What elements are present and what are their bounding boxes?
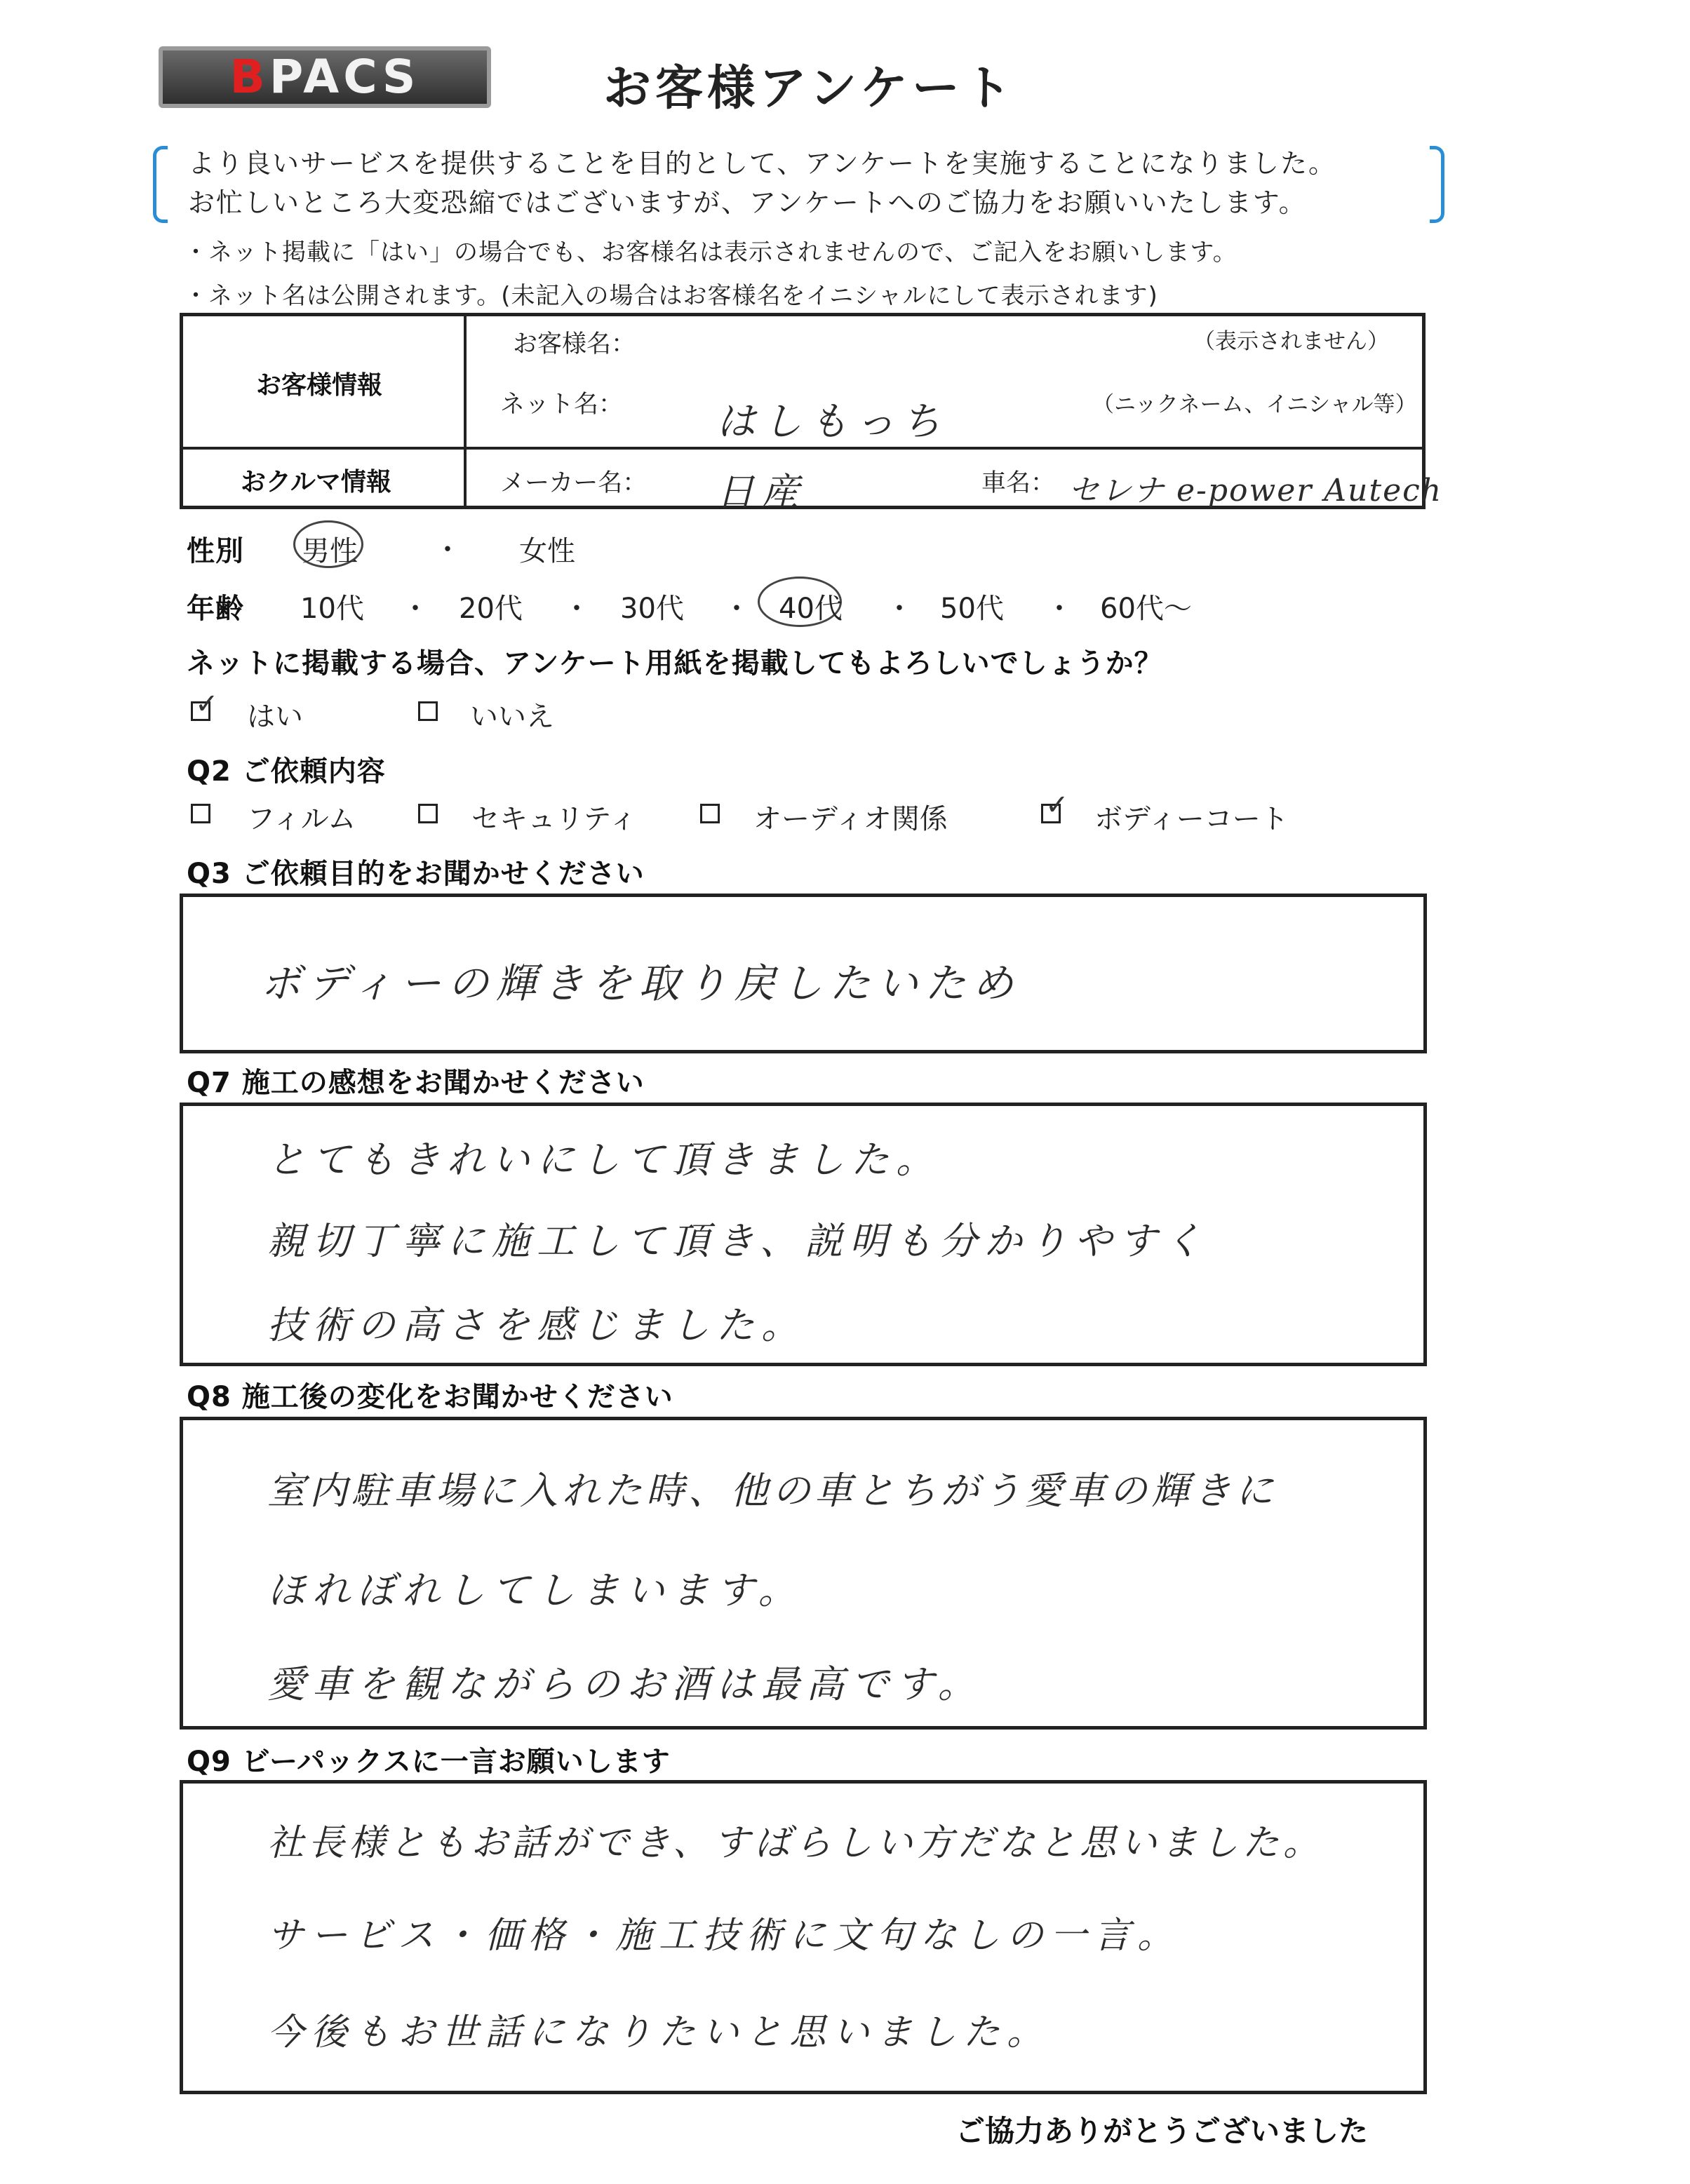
q7-answer-line-2: 親切丁寧に施工して頂き、説明も分かりやすく	[267, 1219, 1209, 1263]
maker-label: メーカー名：	[500, 469, 648, 497]
intro-line-1: より良いサービスを提供することを目的として、アンケートを実施することになりました。	[188, 148, 1336, 179]
bpacs-logo	[159, 46, 491, 108]
q2-bodycoat-label: ボディーコート	[1094, 803, 1289, 835]
q2-security-label: セキュリティ	[471, 803, 637, 835]
netname-label: ネット名：	[500, 391, 624, 419]
q2-film-label: フィルム	[247, 803, 356, 835]
intro-line-2: お忙しいところ大変恐縮ではございますが、アンケートへのご協力をお願いいたします。	[188, 187, 1307, 218]
q8-answer-line-1: 室内駐車場に入れた時、他の車とちがう愛車の輝きに	[267, 1469, 1277, 1513]
age-option-10s[interactable]: 10代	[300, 593, 364, 625]
q9-answer-box	[180, 1780, 1427, 2094]
q2-security-checkbox[interactable]	[418, 804, 438, 823]
intro-bracket-right	[1430, 146, 1444, 223]
separator: ・	[885, 593, 913, 625]
customer-name-label: お客様名：	[513, 330, 636, 358]
page-title: お客様アンケート	[603, 61, 1016, 116]
customer-info-table	[180, 313, 1443, 514]
intro-note-1: ・ネット掲載に「はい」の場合でも、お客様名は表示されませんので、ご記入をお願いします。	[184, 238, 1238, 267]
q3-question: Q3 ご依頼目的をお聞かせください	[187, 858, 645, 890]
q2-film-checkbox[interactable]	[191, 804, 210, 823]
car-info-label: おクルマ情報	[241, 468, 391, 497]
table-divider-vertical	[464, 316, 467, 506]
check-mark-icon: ✓	[195, 688, 219, 720]
q7-answer-line-3: 技術の高さを感じました。	[267, 1303, 806, 1347]
q8-answer-box	[180, 1417, 1427, 1730]
gender-option-female[interactable]: 女性	[519, 535, 575, 567]
q2-question: Q2 ご依頼内容	[187, 755, 386, 788]
customer-info-label: お客様情報	[256, 371, 383, 400]
age-label: 年齢	[187, 593, 244, 625]
q9-answer-line-2: サービス・価格・施工技術に文句なしの一言。	[267, 1915, 1181, 1957]
q7-answer-line-1: とてもきれいにして頂きました。	[267, 1138, 941, 1182]
netname-value: はしもっち	[716, 399, 948, 445]
netname-note: （ニックネーム、イニシャル等）	[1092, 392, 1417, 417]
intro-bracket-left	[153, 146, 168, 223]
age-option-50s[interactable]: 50代	[940, 593, 1004, 625]
gender-option-male[interactable]: 男性	[302, 535, 358, 567]
q9-answer-line-1: 社長様ともお話ができ、すばらしい方だなと思いました。	[267, 1822, 1324, 1864]
intro-note-2: ・ネット名は公開されます。(未記入の場合はお客様名をイニシャルにして表示されます)	[184, 282, 1158, 310]
publish-no-label: いいえ	[470, 701, 554, 733]
age-option-30s[interactable]: 30代	[620, 593, 684, 625]
age-option-20s[interactable]: 20代	[459, 593, 523, 625]
table-divider-horizontal	[183, 447, 1422, 450]
customer-name-note: （表示されません）	[1193, 329, 1389, 354]
q8-answer-line-2: ほれぼれしてしまいます。	[267, 1568, 803, 1612]
car-name-label: 車名：	[981, 469, 1056, 497]
separator: ・	[401, 593, 429, 625]
publish-question: ネットに掲載する場合、アンケート用紙を掲載してもよろしいでしょうか？	[187, 647, 1163, 680]
separator: ・	[1045, 593, 1073, 625]
separator: ・	[563, 593, 591, 625]
q7-answer-box	[180, 1103, 1427, 1366]
q9-answer-line-3: 今後もお世話になりたいと思いました。	[267, 2011, 1051, 2054]
thanks-footer: ご協力ありがとうございました	[955, 2114, 1369, 2148]
q7-question: Q7 施工の感想をお聞かせください	[187, 1067, 645, 1099]
q9-question: Q9 ビーパックスに一言お願いします	[187, 1746, 671, 1778]
car-name-value: セレナ e-power Autech	[1068, 473, 1443, 508]
logo-text: BPACS	[229, 50, 420, 104]
q3-answer-box	[180, 894, 1427, 1053]
q3-answer: ボディーの輝きを取り戻したいため	[260, 959, 1021, 1007]
gender-label: 性別	[187, 535, 244, 567]
age-option-40s[interactable]: 40代	[779, 593, 843, 625]
separator: ・	[434, 534, 462, 566]
age-option-60s[interactable]: 60代～	[1100, 593, 1192, 625]
q8-answer-line-3: 愛車を観ながらのお酒は最高です。	[267, 1662, 983, 1706]
q2-audio-checkbox[interactable]	[700, 804, 720, 823]
check-mark-icon: ✓	[1045, 789, 1069, 821]
separator: ・	[723, 593, 751, 625]
publish-no-checkbox[interactable]	[418, 701, 438, 721]
publish-yes-label: はい	[247, 701, 303, 733]
q2-audio-label: オーディオ関係	[753, 803, 948, 835]
maker-value: 日産	[716, 470, 806, 514]
q8-question: Q8 施工後の変化をお聞かせください	[187, 1381, 673, 1413]
